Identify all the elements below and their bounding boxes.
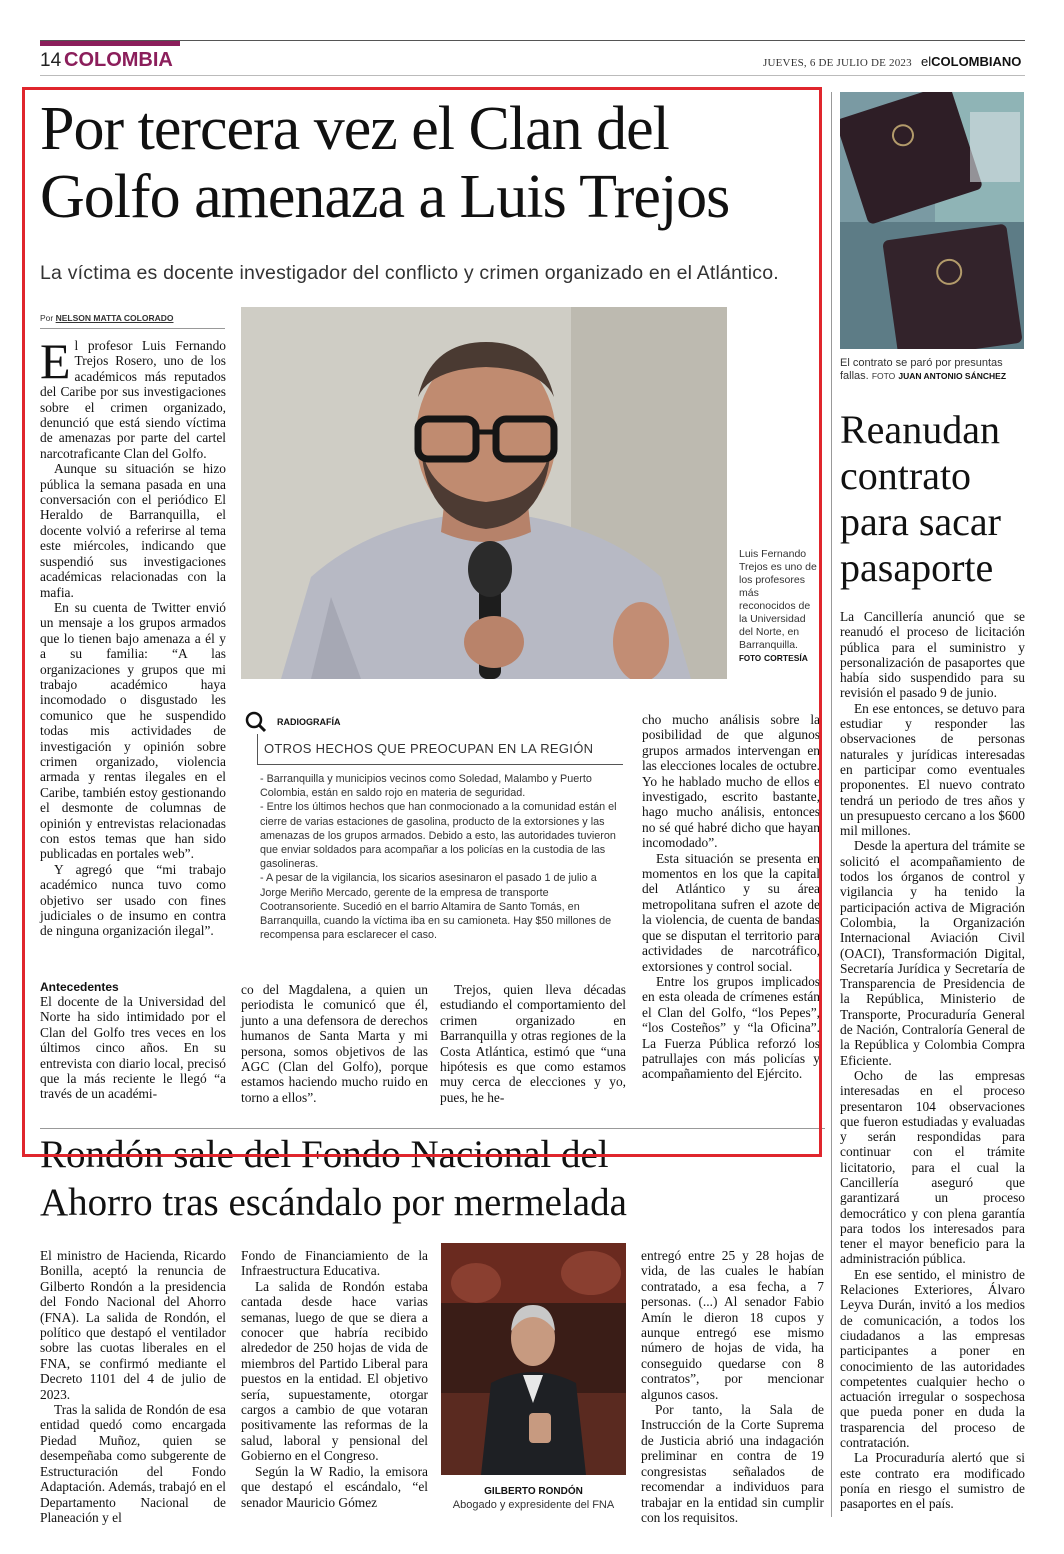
rondon-photo-illustration	[441, 1243, 626, 1475]
main-col4-p3: Entre los grupos implicados en esta oleada de crímenes están el Clan del Golfo, “los Pepes”, “los Costeños” y “la Oficina”. La Fuerza Pública reforzó los patrullajes con más policías y acompañamiento del Ejército.	[642, 973, 820, 1082]
bottom-col2	[241, 1248, 428, 1510]
side-body-p3: Desde la apertura del trámite se solicitó el acompañamiento de todos los órganos de control y vigilancia y ha tenido la participación activa de Migración Colombia, la Organización Internacional Aviación Civil (OACI), Transformación Digital, Secretaría Jurídica y Secretaría de Transparencia de Presidencia de la República, Ministerio de Transporte, Procuraduría General de Nación, Contraloría General de la República y Colombia Compra Eficiente.	[840, 838, 1025, 1068]
main-col1-p3: En su cuenta de Twitter envió un mensaje a los grupos armados que lo tienen bajo amenaza a él y a su familia: “A las organizaciones y grupos que mi trabajo académico haya incomodado o disgustado les comunico que he suspendido todas mis actividades de investigación y opinión sobre crimen organizado, violencia armada y rentas ilegales en el Caribe, también estoy gestionando el desmonte de columnas de opinión y entrevistas relacionadas con estos temas que han sido publicadas en portales web”.	[40, 599, 226, 862]
passport-photo-credit: JUAN ANTONIO SÁNCHEZ	[898, 371, 1007, 381]
byline	[40, 313, 174, 323]
trejos-photo	[241, 307, 727, 679]
side-body-p5: En ese sentido, el ministro de Relaciones Exteriores, Álvaro Leyva Durán, invitó a los medios de comunicación, a todos los ciudadanos a las empresas participantes a poner en conocimiento de las autoridades competentes cualquier hecho o actuación irregular o sospechosa que pueda poner en duda la trasparencia del proceso de contratación.	[840, 1266, 1025, 1451]
side-body	[840, 609, 1025, 1512]
bottom-headline-line1: Rondón sale del Fondo Nacional del	[40, 1133, 609, 1176]
bottom-col1-p1: El ministro de Hacienda, Ricardo Bonilla, aceptó la renuncia de Gilberto Rondón a la presidencia del Fondo Nacional del Ahorro (FNA). La salida de Rondón, el político que destapó el ventilador sobre las cuotas liberales en el FNA, se confirmó mediante el Decreto 1101 del 4 de julio de 2023.	[40, 1248, 226, 1402]
trejos-photo-caption-text: Luis Fernando Trejos es uno de los profesores más reconocidos de la Universidad del Norte, en Barranquilla.	[739, 548, 817, 651]
bottom-col4-p2: Por tanto, la Sala de Instrucción de la Corte Suprema de Justicia abrió una indagación preliminar en contra de 19 congresistas señalados de recomendar a individuos para trabajar en la entidad sin cumplir con los requisitos.	[641, 1402, 824, 1525]
bottom-col2-p1: Fondo de Financiamiento de la Infraestructura Educativa.	[241, 1248, 428, 1279]
main-headline	[40, 96, 820, 232]
page-number: 14	[40, 50, 62, 71]
bottom-headline	[40, 1131, 830, 1227]
main-col1-p4: Y agregó que “mi trabajo académico nunca tuvo como objetivo ser usado con fines judiciales o de insumo en contra de ninguna organización ilegal”.	[40, 861, 226, 939]
brand-name: COLOMBIANO	[931, 54, 1022, 69]
side-headline: Reanudan contrato para sacar pasaporte	[840, 407, 1001, 590]
byline-rule	[40, 328, 225, 329]
main-col4	[642, 712, 820, 1082]
bottom-col2-p2: La salida de Rondón estaba cantada desde hace varias semanas, luego de que se diera a conocer que habría recibido alrededor de 250 hojas de vida de miembros del Partido Liberal para puestos en la entidad. El objetivo sería, supuestamente, otorgar cargos a cambio de que votaran positivamente las reformas de la salud, laboral y pensional del Gobierno en el Congreso.	[241, 1278, 428, 1464]
rondon-photo-caption: Abogado y expresidente del FNA	[452, 1499, 615, 1511]
bottom-article-top-rule	[40, 1128, 825, 1129]
side-body-p6: La Procuraduría alertó que si este contrato era modificado ponía en riesgo el sumistro de pasaportes en el país.	[840, 1450, 1025, 1512]
main-col2: co del Magdalena, a quien un periodista le comunicó que él, junto a una defensora de derechos humanos de Santa Marta y mi persona, somos objetivos de las AGC (Clan del Golfo), porque estamos haciendo mucho ruido en torno a ellos”.	[241, 982, 428, 1105]
edition-date: JUEVES, 6 DE JULIO DE 2023	[763, 57, 912, 69]
radiografia-title-rule	[257, 764, 623, 765]
antecedentes-title: Antecedentes	[40, 980, 119, 994]
header-rule	[40, 40, 1025, 41]
byline-prefix: Por	[40, 313, 54, 323]
main-col3	[440, 982, 626, 1105]
side-body-p2: En ese entonces, se detuvo para estudiar y responder las observaciones de personas naturales y jurídicas interesadas en participar como eventuales proponentes. El nuevo contrato tendrá un periodo de tres años y un presupuesto cercano a los $600 mil millones.	[840, 700, 1025, 839]
passport-photo-caption-text: El contrato se paró por presuntas fallas.	[840, 357, 1003, 382]
trejos-photo-caption	[739, 548, 817, 665]
bottom-col2-p3: Según la W Radio, la emisora que destapó el escándalo, “el senador Mauricio Gómez	[241, 1463, 428, 1510]
trejos-photo-credit-label: FOTO	[739, 654, 762, 663]
drop-cap: E	[40, 333, 71, 389]
magnifier-icon	[245, 711, 267, 733]
side-body-p1: La Cancillería anunció que se reanudó el proceso de licitación pública para el suministro y personalización de pasaportes que había sido suspendido para su revisión el pasado 9 de junio.	[840, 609, 1025, 701]
radiografia-item: - A pesar de la vigilancia, los sicarios asesinaron el pasado 1 de julio a Jorge Meriño Mercado, gerente de la empresa de transporte Cootransoriente. Sucedió en el barrio Altamira de Santo Tomás, en Barranquilla, cuando la víctima iba en su camioneta. Hay $50 millones de recompensa para esclarecer el caso.	[260, 872, 612, 942]
passport-photo-illustration	[840, 92, 1024, 349]
main-subhead: La víctima es docente investigador del conflicto y crimen organizado en el Atlántico.	[40, 262, 779, 284]
passport-photo	[840, 92, 1024, 349]
trejos-photo-credit: CORTESÍA	[764, 653, 808, 663]
radiografia-label: RADIOGRAFÍA	[277, 717, 341, 727]
bottom-col1	[40, 1248, 226, 1525]
trejos-photo-illustration	[241, 307, 727, 679]
section-name: COLOMBIA	[64, 49, 173, 71]
brand-prefix: el	[921, 54, 932, 69]
passport-photo-credit-label: FOTO	[871, 371, 896, 381]
radiografia-item: - Entre los últimos hechos que han conmocionado a la comunidad están el cierre de varias estaciones de gasolina, producto de la extorsiones y las amenazas de los grupos armados. Debido a esto, las autoridades tuvieron que enviar soldados para acompañar a los policías en la custodia de las gasolineras.	[260, 801, 617, 871]
rondon-photo-name: GILBERTO RONDÓN	[484, 1486, 583, 1497]
bottom-col1-p2: Tras la salida de Rondón de esa entidad quedó como encargada Piedad Muñoz, quien se desempeñaba como subgerente de Estructuración del Fondo Adaptación. Además, trabajó en el Departamento Nacional de Planeación y el	[40, 1402, 226, 1525]
radiografia-left-rule	[257, 734, 258, 765]
radiografia-item: - Barranquilla y municipios vecinos como Soledad, Malambo y Puerto Colombia, están en saldo rojo en materia de seguridad.	[260, 773, 592, 800]
passport-photo-caption	[840, 357, 1026, 383]
brand-logo	[921, 54, 1021, 69]
bottom-col4	[641, 1248, 824, 1525]
side-column-rule	[831, 92, 832, 1517]
main-headline-text: Por tercera vez el Clan del Golfo amenaza a Luis Trejos	[40, 95, 730, 231]
main-col4-p1: cho mucho análisis sobre la posibilidad de que algunos grupos armados intervengan en las elecciones locales de octubre. Yo he hablado mucho de ellos e investigado, escrito bastante, hago mucho análisis, entonces no sé qué habré dicho que hayan incomodado”.	[642, 712, 820, 851]
main-col1-p1: l profesor Luis Fernando Trejos Rosero, uno de los académicos más reputados del Caribe por sus investigaciones sobre el crimen organizado, denunció que está siendo víctima de amenazas por parte del cartel narcotraficante Clan del Golfo.	[40, 338, 226, 461]
radiografia-box	[241, 708, 625, 956]
main-col1	[40, 333, 226, 939]
side-body-p4: Ocho de las empresas interesadas en el proceso presentaron 104 observaciones que fueron estudiadas y evaluadas y serán respondidas para continuar con el trámite licitatorio, para el cual la Cancillería aseguró que garantizará un proceso democrático y con plena garantía para todos los interesados para tener el mayor beneficio para la administración pública.	[840, 1067, 1025, 1267]
radiografia-title: OTROS HECHOS QUE PREOCUPAN EN LA REGIÓN	[264, 741, 594, 756]
bottom-headline-line2: Ahorro tras escándalo por mermelada	[40, 1181, 627, 1224]
main-col1-p2: Aunque su situación se hizo pública la semana pasada en una conversación con el periódico El Heraldo de Barranquilla, el docente volvió a referirse al tema este miércoles, indicando que suspendió sus investigaciones académicas relacionadas con la mafia.	[40, 461, 226, 600]
rondon-photo	[441, 1243, 626, 1475]
main-col3-p1: Trejos, quien lleva décadas estudiando el comportamiento del crimen organizado en Barranquilla y otras regiones de la Costa Atlántica, estimó que “una hipótesis es que como estamos muy cerca de elecciones y yo, pues, he he-	[440, 982, 626, 1105]
header-bottom-rule	[40, 75, 1025, 76]
antecedentes-text: El docente de la Universidad del Norte ha sido intimidado por el Clan del Golfo tres veces en los últimos cinco años. En su entrevista con diario local, precisó que la más reciente le llegó “a través de un académi-	[40, 994, 226, 1102]
bottom-col4-p1: entregó entre 25 y 28 hojas de vida, de las cuales le habían contratado, a esa fecha, a 7 personas. (...) Al senador Fabio Amín le dieron 18 cupos y aunque entregó ese mismo número de hojas de vida, ha conseguido quedarse con 8 contratos”, por mencionar algunos casos.	[641, 1248, 824, 1402]
byline-author: NELSON MATTA COLORADO	[55, 313, 174, 323]
radiografia-list	[260, 772, 622, 942]
main-col4-p2: Esta situación se presenta en momentos en los que la capital del Atlántico y su área metropolitana sufren el azote de la violencia, de cuenta de bandas que se disputan el territorio para actividades de narcotráfico, extorsiones y control social.	[642, 850, 820, 974]
